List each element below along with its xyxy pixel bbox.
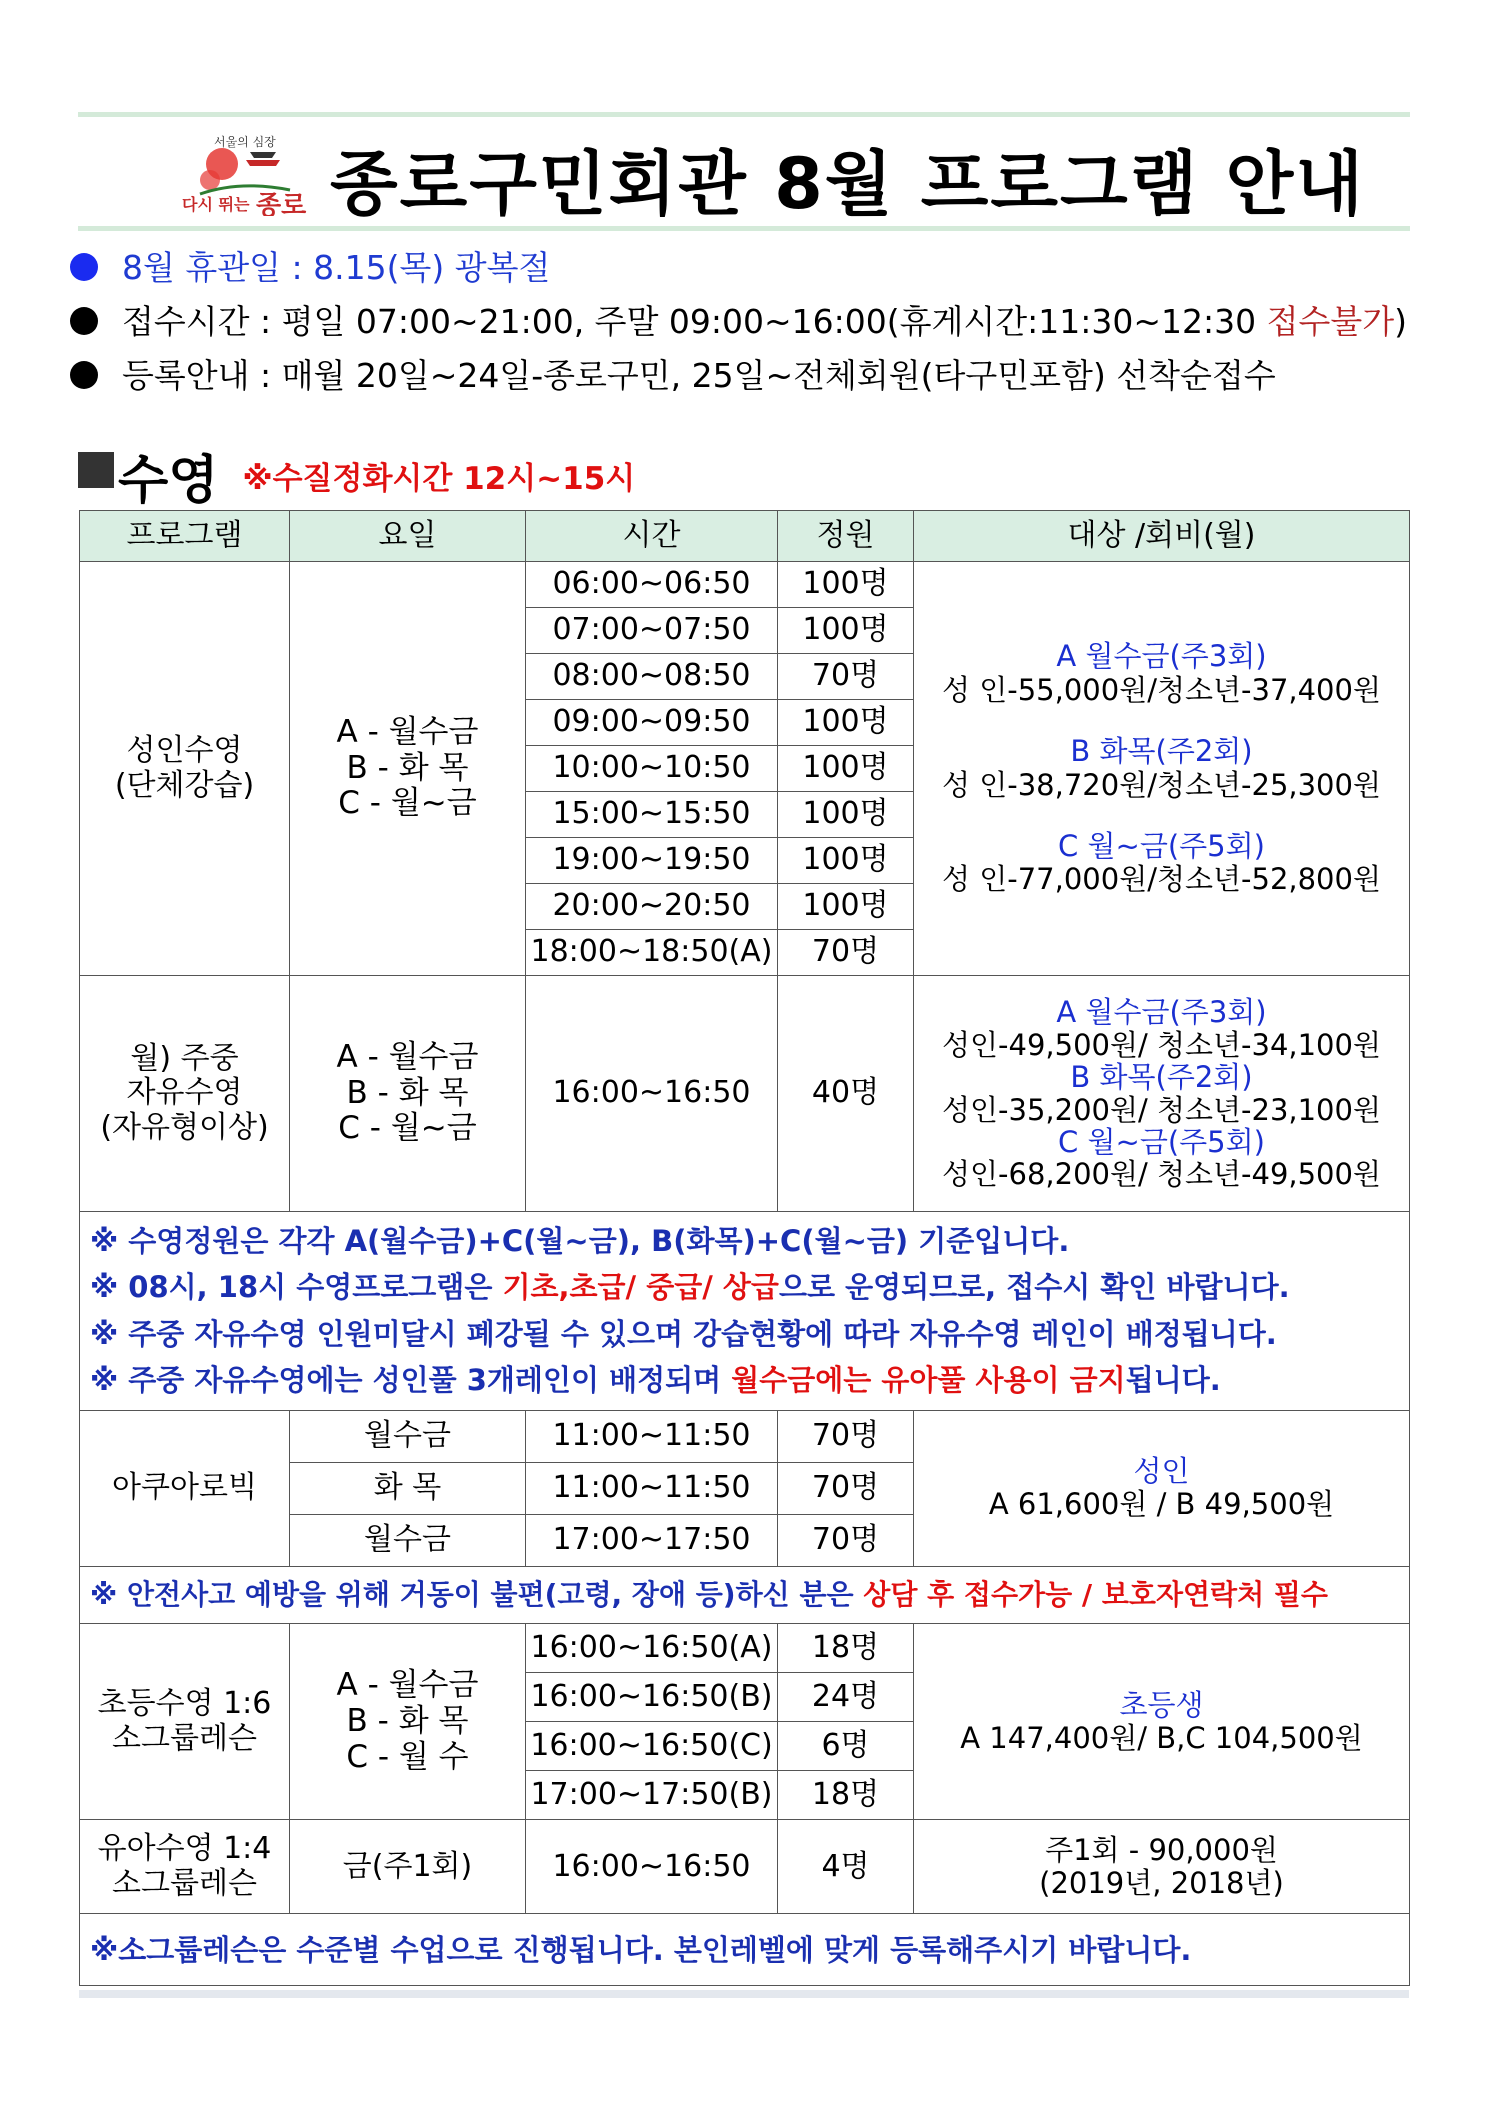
- table-row: [80, 1212, 1410, 1411]
- bullet-icon: [70, 361, 98, 389]
- time-cell: 08:00~08:50: [526, 654, 778, 700]
- table-row: [80, 1624, 1410, 1673]
- time-cell: 20:00~20:50: [526, 884, 778, 930]
- capacity-cell: 100명: [778, 884, 914, 930]
- table-row: [80, 1914, 1410, 1986]
- time-cell: 07:00~07:50: [526, 608, 778, 654]
- time-cell: 06:00~06:50: [526, 562, 778, 608]
- time-cell: 16:00~16:50(B): [526, 1673, 778, 1722]
- fee-elementary: 초등생 A 147,400원/ B,C 104,500원: [914, 1624, 1410, 1820]
- capacity-cell: 70명: [778, 1514, 914, 1566]
- program-kids: 유아수영 1:4 소그룹레슨: [80, 1820, 290, 1914]
- svg-text:다시 뛰는: 다시 뛰는: [182, 195, 250, 214]
- table-row: [80, 1410, 1410, 1462]
- table-header-row: [80, 511, 1410, 562]
- capacity-cell: 4명: [778, 1820, 914, 1914]
- days-free-swim: A - 월수금 B - 화 목 C - 월~금: [290, 976, 526, 1212]
- notes-safety: ※ 안전사고 예방을 위해 거동이 불편(고령, 장애 등)하신 분은 상담 후 접수가능 / 보호자연락처 필수: [80, 1566, 1410, 1624]
- hours-info: 접수시간 : 평일 07:00~21:00, 주말 09:00~16:00(휴게시간:11:30~12:30 접수불가): [70, 296, 1407, 343]
- header-program: 프로그램: [80, 511, 290, 562]
- top-rule: [78, 112, 1410, 117]
- page-title: 종로구민회관 8월 프로그램 안내: [330, 143, 1365, 225]
- fee-aqua: 성인 A 61,600원 / B 49,500원: [914, 1410, 1410, 1566]
- program-adult: 성인수영 (단체강습): [80, 562, 290, 976]
- time-cell: 16:00~16:50: [526, 1820, 778, 1914]
- time-cell: 11:00~11:50: [526, 1462, 778, 1514]
- table-row: [80, 976, 1410, 1212]
- day-cell: 금(주1회): [290, 1820, 526, 1914]
- program-free-swim: 월) 주중 자유수영 (자유형이상): [80, 976, 290, 1212]
- capacity-cell: 40명: [778, 976, 914, 1212]
- header-days: 요일: [290, 511, 526, 562]
- svg-text:종로: 종로: [256, 191, 307, 216]
- table-shadow: [79, 1990, 1409, 1998]
- capacity-cell: 100명: [778, 700, 914, 746]
- capacity-cell: 18명: [778, 1624, 914, 1673]
- bullet-icon: [70, 307, 98, 335]
- registration-info: 등록안내 : 매월 20일~24일-종로구민, 25일~전체회원(타구민포함) 선착순접수: [70, 350, 1276, 397]
- header-capacity: 정원: [778, 511, 914, 562]
- capacity-cell: 100명: [778, 746, 914, 792]
- day-cell: 월수금: [290, 1410, 526, 1462]
- time-cell: 11:00~11:50: [526, 1410, 778, 1462]
- days-elementary: A - 월수금 B - 화 목 C - 월 수: [290, 1624, 526, 1820]
- notes-small-group: ※소그룹레슨은 수준별 수업으로 진행됩니다. 본인레벨에 맞게 등록해주시기 바랍니다.: [80, 1914, 1410, 1986]
- capacity-cell: 70명: [778, 930, 914, 976]
- day-cell: 월수금: [290, 1514, 526, 1566]
- capacity-cell: 70명: [778, 654, 914, 700]
- capacity-cell: 18명: [778, 1771, 914, 1820]
- bottom-rule: [78, 226, 1410, 231]
- header-time: 시간: [526, 511, 778, 562]
- days-adult: A - 월수금 B - 화 목 C - 월~금: [290, 562, 526, 976]
- table-row: [80, 1566, 1410, 1624]
- fee-free-swim: A 월수금(주3회) 성인-49,500원/ 청소년-34,100원 B 화목(주2회) 성인-35,200원/ 청소년-23,100원 C 월~금(주5회) 성인-68,200원/ 청소년-49,500원: [914, 976, 1410, 1212]
- capacity-cell: 24명: [778, 1673, 914, 1722]
- time-cell: 16:00~16:50: [526, 976, 778, 1212]
- schedule-table: [79, 510, 1410, 1986]
- capacity-cell: 100명: [778, 562, 914, 608]
- capacity-cell: 6명: [778, 1722, 914, 1771]
- time-cell: 18:00~18:50(A): [526, 930, 778, 976]
- jongno-logo: [180, 130, 310, 216]
- capacity-cell: 100명: [778, 838, 914, 884]
- bullet-icon: [70, 253, 98, 281]
- closed-day-info: 8월 휴관일 : 8.15(목) 광복절: [70, 242, 550, 289]
- capacity-cell: 100명: [778, 608, 914, 654]
- fee-adult: A 월수금(주3회) 성 인-55,000원/청소년-37,400원 B 화목(주2회) 성 인-38,720원/청소년-25,300원 C 월~금(주5회) 성 인-77,000원/청소년-52,800원: [914, 562, 1410, 976]
- program-aqua: 아쿠아로빅: [80, 1410, 290, 1566]
- program-elementary: 초등수영 1:6 소그룹레슨: [80, 1624, 290, 1820]
- time-cell: 17:00~17:50: [526, 1514, 778, 1566]
- time-cell: 17:00~17:50(B): [526, 1771, 778, 1820]
- fee-kids: 주1회 - 90,000원 (2019년, 2018년): [914, 1820, 1410, 1914]
- time-cell: 10:00~10:50: [526, 746, 778, 792]
- time-cell: 19:00~19:50: [526, 838, 778, 884]
- time-cell: 15:00~15:50: [526, 792, 778, 838]
- capacity-cell: 70명: [778, 1462, 914, 1514]
- header-fee: 대상 /회비(월): [914, 511, 1410, 562]
- day-cell: 화 목: [290, 1462, 526, 1514]
- svg-text:서울의 심장: 서울의 심장: [214, 135, 276, 149]
- time-cell: 09:00~09:50: [526, 700, 778, 746]
- square-bullet-icon: [78, 452, 114, 488]
- capacity-cell: 100명: [778, 792, 914, 838]
- section-heading: 수영 ※수질정화시간 12시~15시: [78, 438, 635, 513]
- capacity-cell: 70명: [778, 1410, 914, 1462]
- time-cell: 16:00~16:50(A): [526, 1624, 778, 1673]
- time-cell: 16:00~16:50(C): [526, 1722, 778, 1771]
- notes-swim: ※ 수영정원은 각각 A(월수금)+C(월~금), B(화목)+C(월~금) 기준입니다. ※ 08시, 18시 수영프로그램은 기초,초급/ 중급/ 상급으로 운영되므로, 접수시 확인 바랍니다. ※ 주중 자유수영 인원미달시 폐강될 수 있으며 강습현황에 따라 자유수영 레인이 배정됩니다. ※ 주중 자유수영에는 성인풀 3개레인이 배정되며 월수금에는 유아풀 사용이 금지됩니다.: [80, 1212, 1410, 1411]
- table-row: [80, 562, 1410, 608]
- table-row: [80, 1820, 1410, 1914]
